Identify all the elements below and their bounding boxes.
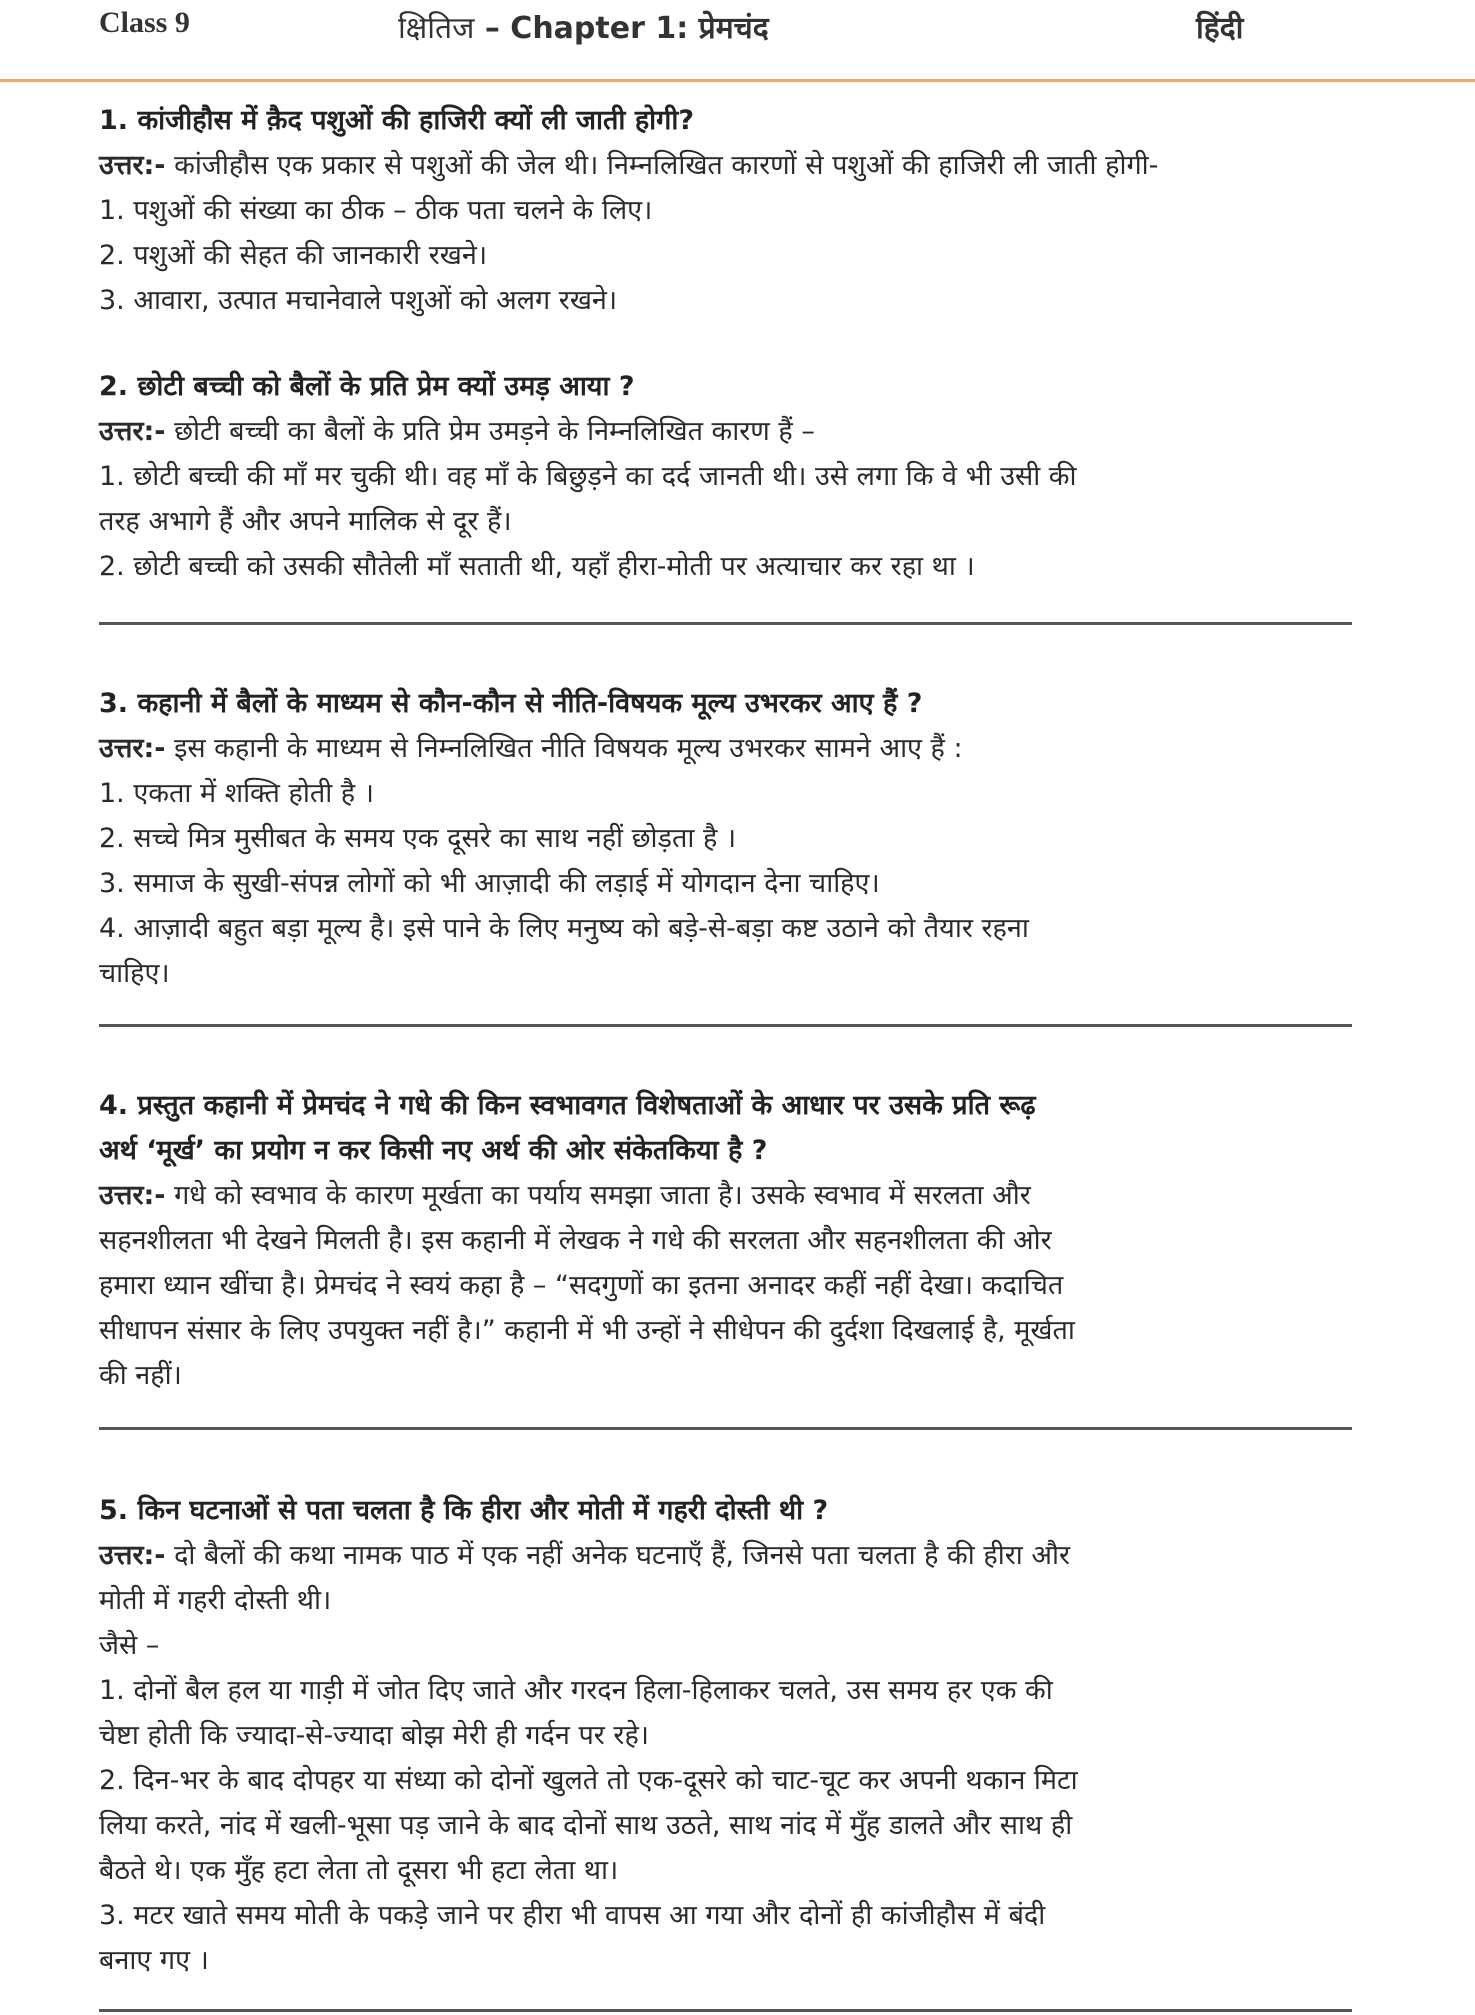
answer-line: तरह अभागे हैं और अपने मालिक से दूर हैं। <box>99 506 512 537</box>
answer-line: 3. समाज के सुखी-संपन्न लोगों को भी आज़ादी की लड़ाई में योगदान देना चाहिए। <box>99 868 880 899</box>
question-section <box>99 1083 1359 1398</box>
question-section <box>99 681 1359 996</box>
answer-label: उत्तर:- <box>99 733 166 764</box>
book-name: क्षितिज <box>398 11 475 46</box>
answer-line: 3. मटर खाते समय मोती के पकड़े जाने पर हीरा भी वापस आ गया और दोनों ही कांजीहौस में बंदी <box>99 1900 1046 1931</box>
answer-line: लिया करते, नांद में खली-भूसा पड़ जाने के बाद दोनों साथ उठते, साथ नांद में मुँह डालते और साथ ही <box>99 1810 1073 1841</box>
question-section <box>99 98 1359 323</box>
header-divider <box>0 79 1475 82</box>
answer-line: चाहिए। <box>99 958 170 989</box>
answer-first-line <box>99 726 1359 771</box>
question-text: 2. छोटी बच्ची को बैलों के प्रति प्रेम क्यों उमड़ आया ? <box>99 371 635 402</box>
chapter-name: – Chapter 1: प्रेमचंद <box>474 11 769 46</box>
question-text: अर्थ ‘मूर्ख’ का प्रयोग न कर किसी नए अर्थ की ओर संकेतकिया है ? <box>99 1135 768 1166</box>
chapter-title <box>398 6 769 47</box>
answer-line: बनाए गए । <box>99 1945 209 1976</box>
answer-line: जैसे – <box>99 1630 160 1661</box>
answer-line: 2. सच्चे मित्र मुसीबत के समय एक दूसरे का साथ नहीं छोड़ता है । <box>99 823 737 854</box>
question-text: 3. कहानी में बैलों के माध्यम से कौन-कौन से नीति-विषयक मूल्य उभरकर आए हैं ? <box>99 688 923 719</box>
answer-line: सीधापन संसार के लिए उपयुक्त नहीं है।” कहानी में भी उन्हों ने सीधेपन की दुर्दशा दिखलाई है, मूर्खता <box>99 1315 1075 1346</box>
question-section <box>99 1488 1359 1983</box>
answer-line: हमारा ध्यान खींचा है। प्रेमचंद ने स्वयं कहा है – “सदगुणों का इतना अनादर कहीं नहीं देखा। कदाचित <box>99 1270 1064 1301</box>
answer-line: चेष्टा होती कि ज्यादा-से-ज्यादा बोझ मेरी ही गर्दन पर रहे। <box>99 1720 650 1751</box>
answer-line: 2. दिन-भर के बाद दोपहर या संध्या को दोनों खुलते तो एक-दूसरे को चाट-चूट कर अपनी थकान मिटा <box>99 1765 1078 1796</box>
answer-line: 3. आवारा, उत्पात मचानेवाले पशुओं को अलग रखने। <box>99 285 618 316</box>
section-divider <box>99 622 1352 625</box>
answer-text: गधे को स्वभाव के कारण मूर्खता का पर्याय समझा जाता है। उसके स्वभाव में सरलता और <box>165 1180 1031 1211</box>
answer-text: इस कहानी के माध्यम से निम्नलिखित नीति विषयक मूल्य उभरकर सामने आए हैं : <box>165 733 963 764</box>
section-divider <box>99 1024 1352 1027</box>
answer-first-line <box>99 1533 1359 1578</box>
answer-line: बैठते थे। एक मुँह हटा लेता तो दूसरा भी हटा लेता था। <box>99 1855 619 1886</box>
answer-line: 1. छोटी बच्ची की माँ मर चुकी थी। वह माँ के बिछुड़ने का दर्द जानती थी। उसे लगा कि वे भी उसी की <box>99 461 1077 492</box>
answer-line: 2. पशुओं की सेहत की जानकारी रखने। <box>99 240 488 271</box>
class-label: Class 9 <box>99 6 190 39</box>
answer-label: उत्तर:- <box>99 416 166 447</box>
answer-first-line <box>99 1173 1359 1218</box>
answer-text: दो बैलों की कथा नामक पाठ में एक नहीं अनेक घटनाएँ हैं, जिनसे पता चलता है की हीरा और <box>165 1540 1070 1571</box>
answer-line: 1. एकता में शक्ति होती है । <box>99 778 374 809</box>
answer-line: 4. आज़ादी बहुत बड़ा मूल्य है। इसे पाने के लिए मनुष्य को बड़े-से-बड़ा कष्ट उठाने को तैयार रहना <box>99 913 1029 944</box>
answer-text: कांजीहौस एक प्रकार से पशुओं की जेल थी। निम्नलिखित कारणों से पशुओं की हाजिरी ली जाती होगी- <box>165 150 1159 181</box>
answer-line: 1. पशुओं की संख्या का ठीक – ठीक पता चलने के लिए। <box>99 195 653 226</box>
answer-label: उत्तर:- <box>99 1540 166 1571</box>
answer-line: मोती में गहरी दोस्ती थी। <box>99 1585 332 1616</box>
question-text: 4. प्रस्तुत कहानी में प्रेमचंद ने गधे की किन स्वभावगत विशेषताओं के आधार पर उसके प्रति रूढ़ <box>99 1090 1036 1121</box>
question-section <box>99 364 1359 589</box>
section-divider <box>99 1427 1352 1430</box>
subject-label: हिंदी <box>1196 11 1244 46</box>
answer-label: उत्तर:- <box>99 1180 166 1211</box>
section-divider <box>99 2009 1352 2012</box>
answer-line: की नहीं। <box>99 1360 182 1391</box>
answer-first-line <box>99 143 1359 188</box>
answer-line: 2. छोटी बच्ची को उसकी सौतेली माँ सताती थी, यहाँ हीरा-मोती पर अत्याचार कर रहा था । <box>99 551 975 582</box>
question-text: 1. कांजीहौस में क़ैद पशुओं की हाजिरी क्यों ली जाती होगी? <box>99 105 695 136</box>
answer-line: 1. दोनों बैल हल या गाड़ी में जोत दिए जाते और गरदन हिला-हिलाकर चलते, उस समय हर एक की <box>99 1675 1053 1706</box>
answer-text: छोटी बच्ची का बैलों के प्रति प्रेम उमड़ने के निम्नलिखित कारण हैं – <box>165 416 815 447</box>
question-text: 5. किन घटनाओं से पता चलता है कि हीरा और मोती में गहरी दोस्ती थी ? <box>99 1495 829 1526</box>
answer-label: उत्तर:- <box>99 150 166 181</box>
answer-first-line <box>99 409 1359 454</box>
answer-line: सहनशीलता भी देखने मिलती है। इस कहानी में लेखक ने गधे की सरलता और सहनशीलता की ओर <box>99 1225 1052 1256</box>
